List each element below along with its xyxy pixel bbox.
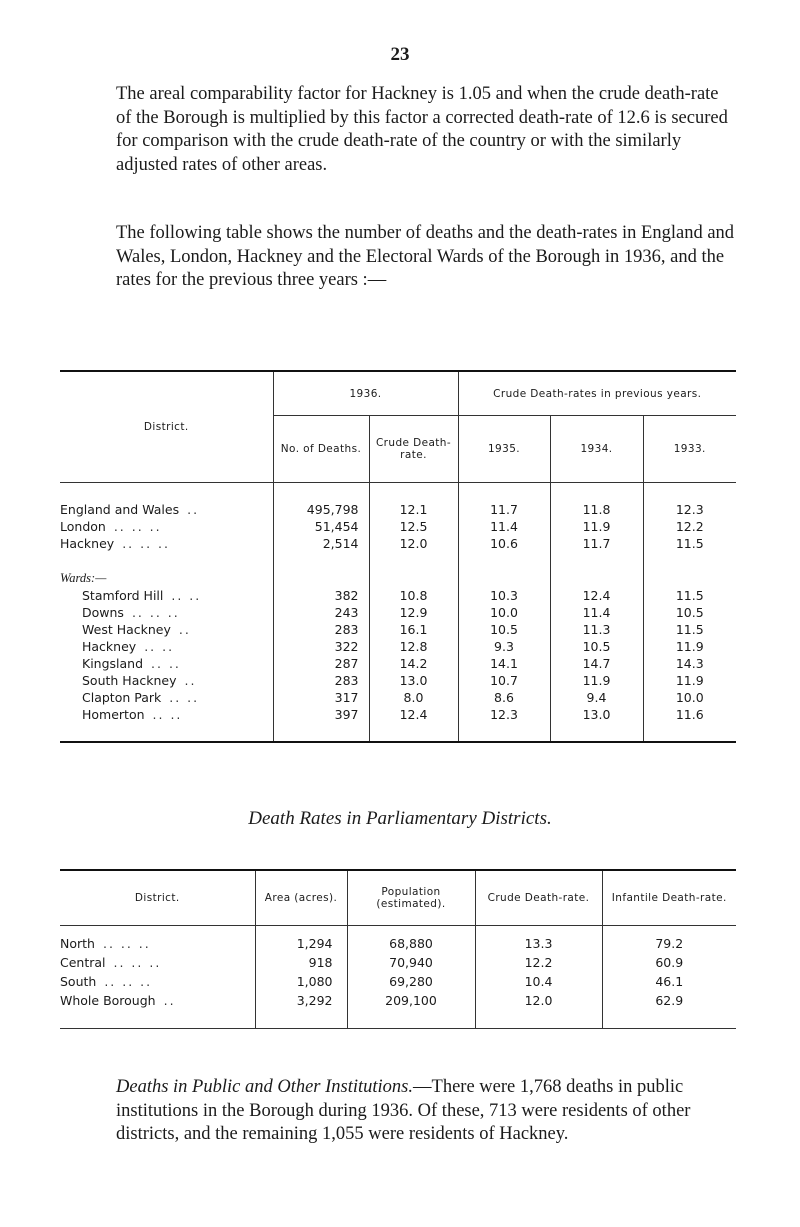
y1934-cell: 11.8	[550, 501, 643, 518]
y1934-cell: 14.7	[550, 655, 643, 672]
y1933-cell: 11.9	[643, 638, 736, 655]
header-district: District.	[60, 371, 273, 483]
infantile-cell: 60.9	[602, 953, 736, 972]
deaths-cell: 317	[273, 689, 369, 706]
paragraph-table-intro: The following table shows the number of deaths and the death-rates in England and Wales, London, Hackney and the Electoral Wards of the Borough in 1936, and the rates for the previous three years :—	[116, 223, 735, 291]
leader-dots: ..	[178, 622, 191, 637]
district-name: South Hackney	[82, 673, 177, 688]
crude-cell: 12.5	[369, 518, 458, 535]
district-cell	[60, 587, 273, 604]
deaths-cell: 2,514	[273, 535, 369, 552]
district-cell	[60, 604, 273, 621]
header-population: Population (estimated).	[347, 870, 475, 926]
infantile-cell: 79.2	[602, 934, 736, 953]
y1935-cell: 8.6	[458, 689, 550, 706]
infantile-cell: 62.9	[602, 991, 736, 1010]
header-1933: 1933.	[643, 416, 736, 483]
y1935-cell: 10.7	[458, 672, 550, 689]
header-deaths: No. of Deaths.	[273, 416, 369, 483]
district-cell	[60, 991, 255, 1010]
table-row	[60, 587, 736, 604]
spacer-row	[60, 1010, 736, 1029]
district-cell	[60, 706, 273, 723]
table-row	[60, 672, 736, 689]
spacer-row	[60, 723, 736, 742]
leader-dots: .. ..	[152, 707, 183, 722]
district-cell	[60, 518, 273, 535]
wards-label: Wards:—	[60, 571, 107, 585]
y1934-cell: 9.4	[550, 689, 643, 706]
parliamentary-table-title: Death Rates in Parliamentary Districts.	[248, 808, 552, 829]
header-1936: 1936.	[273, 371, 458, 416]
deaths-cell: 495,798	[273, 501, 369, 518]
deaths-cell: 382	[273, 587, 369, 604]
crude-cell: 8.0	[369, 689, 458, 706]
district-name: North	[60, 936, 95, 951]
table-row	[60, 501, 736, 518]
table-row	[60, 972, 736, 991]
institutions-body: —There were 1,768 deaths in public institutions in the Borough during 1936. Of these, 713 were residents of other districts, and the remaining 1,055 were residents of Hackney.	[116, 1077, 691, 1145]
y1934-cell: 13.0	[550, 706, 643, 723]
y1933-cell: 11.9	[643, 672, 736, 689]
district-cell	[60, 689, 273, 706]
table-row	[60, 655, 736, 672]
death-rates-table	[60, 370, 736, 743]
header-previous-years: Crude Death-rates in previous years.	[458, 371, 736, 416]
leader-dots: .. .. ..	[113, 519, 162, 534]
population-cell: 70,940	[347, 953, 475, 972]
district-name: England and Wales	[60, 502, 180, 517]
district-name: Central	[60, 955, 106, 970]
district-cell	[60, 672, 273, 689]
y1933-cell: 11.6	[643, 706, 736, 723]
district-name: Downs	[82, 605, 124, 620]
population-cell: 69,280	[347, 972, 475, 991]
crude-cell: 12.0	[369, 535, 458, 552]
leader-dots: .. .. ..	[102, 936, 151, 951]
crude-cell: 13.0	[369, 672, 458, 689]
y1935-cell: 10.0	[458, 604, 550, 621]
district-name: Clapton Park	[82, 690, 162, 705]
crude-cell: 10.4	[475, 972, 602, 991]
crude-cell: 12.0	[475, 991, 602, 1010]
page-number: 23	[390, 44, 410, 65]
district-name: Kingsland	[82, 656, 144, 671]
wards-label-row	[60, 570, 736, 587]
table-row	[60, 638, 736, 655]
leader-dots: .. ..	[169, 690, 200, 705]
table-row	[60, 953, 736, 972]
y1933-cell: 11.5	[643, 587, 736, 604]
table-row	[60, 518, 736, 535]
y1935-cell: 11.7	[458, 501, 550, 518]
header-crude: Crude Death-rate.	[369, 416, 458, 483]
district-cell	[60, 934, 255, 953]
crude-cell: 12.9	[369, 604, 458, 621]
district-cell	[60, 953, 255, 972]
leader-dots: .. ..	[171, 588, 202, 603]
district-name: Homerton	[82, 707, 145, 722]
infantile-cell: 46.1	[602, 972, 736, 991]
y1933-cell: 11.5	[643, 535, 736, 552]
population-cell: 68,880	[347, 934, 475, 953]
deaths-cell: 243	[273, 604, 369, 621]
spacer-row	[60, 926, 736, 935]
crude-cell: 16.1	[369, 621, 458, 638]
institutions-heading: Deaths in Public and Other Institutions.	[116, 1077, 414, 1097]
y1934-cell: 11.7	[550, 535, 643, 552]
deaths-cell: 397	[273, 706, 369, 723]
leader-dots: ..	[163, 993, 176, 1008]
header-1935: 1935.	[458, 416, 550, 483]
y1934-cell: 11.9	[550, 518, 643, 535]
crude-cell: 12.4	[369, 706, 458, 723]
y1933-cell: 14.3	[643, 655, 736, 672]
district-name: London	[60, 519, 106, 534]
parliamentary-districts-table	[60, 869, 736, 1029]
table-row	[60, 991, 736, 1010]
y1933-cell: 12.3	[643, 501, 736, 518]
crude-cell: 12.8	[369, 638, 458, 655]
district-name: Hackney	[82, 639, 137, 654]
table-row	[60, 604, 736, 621]
district-name: Hackney	[60, 536, 115, 551]
crude-cell: 10.8	[369, 587, 458, 604]
spacer-row	[60, 552, 736, 570]
y1935-cell: 11.4	[458, 518, 550, 535]
header-infantile: Infantile Death-rate.	[602, 870, 736, 926]
area-cell: 3,292	[255, 991, 347, 1010]
leader-dots: .. .. ..	[113, 955, 162, 970]
leader-dots: .. .. ..	[131, 605, 180, 620]
table-row	[60, 934, 736, 953]
district-cell	[60, 535, 273, 552]
paragraph-comparability: The areal comparability factor for Hackney is 1.05 and when the crude death-rate of the Borough is multiplied by this factor a corrected death-rate of 12.6 is secured for comparison with the crude death-rate of the country or with the similarly adjusted rates of other areas.	[116, 84, 728, 175]
y1934-cell: 11.3	[550, 621, 643, 638]
y1935-cell: 9.3	[458, 638, 550, 655]
leader-dots: ..	[184, 673, 197, 688]
district-cell	[60, 655, 273, 672]
population-cell: 209,100	[347, 991, 475, 1010]
deaths-cell: 283	[273, 672, 369, 689]
crude-cell: 12.1	[369, 501, 458, 518]
header-area: Area (acres).	[255, 870, 347, 926]
deaths-cell: 322	[273, 638, 369, 655]
deaths-cell: 287	[273, 655, 369, 672]
district-cell	[60, 501, 273, 518]
district-cell	[60, 638, 273, 655]
header-district: District.	[60, 870, 255, 926]
district-cell	[60, 621, 273, 638]
crude-cell: 12.2	[475, 953, 602, 972]
table-row	[60, 621, 736, 638]
y1934-cell: 10.5	[550, 638, 643, 655]
leader-dots: .. ..	[144, 639, 175, 654]
district-name: Whole Borough	[60, 993, 156, 1008]
y1933-cell: 10.0	[643, 689, 736, 706]
header-1934: 1934.	[550, 416, 643, 483]
spacer-row	[60, 483, 736, 502]
area-cell: 1,294	[255, 934, 347, 953]
paragraph-institutions	[116, 1076, 738, 1147]
y1935-cell: 10.5	[458, 621, 550, 638]
y1935-cell: 12.3	[458, 706, 550, 723]
district-name: South	[60, 974, 97, 989]
area-cell: 918	[255, 953, 347, 972]
y1935-cell: 10.3	[458, 587, 550, 604]
table-row	[60, 689, 736, 706]
y1934-cell: 11.9	[550, 672, 643, 689]
crude-cell: 13.3	[475, 934, 602, 953]
district-cell	[60, 972, 255, 991]
table-row	[60, 535, 736, 552]
deaths-cell: 51,454	[273, 518, 369, 535]
crude-cell: 14.2	[369, 655, 458, 672]
y1935-cell: 10.6	[458, 535, 550, 552]
table-row	[60, 706, 736, 723]
y1933-cell: 11.5	[643, 621, 736, 638]
deaths-cell: 283	[273, 621, 369, 638]
y1935-cell: 14.1	[458, 655, 550, 672]
leader-dots: .. .. ..	[104, 974, 153, 989]
district-name: West Hackney	[82, 622, 171, 637]
district-name: Stamford Hill	[82, 588, 164, 603]
y1934-cell: 12.4	[550, 587, 643, 604]
leader-dots: ..	[187, 502, 200, 517]
area-cell: 1,080	[255, 972, 347, 991]
header-crude: Crude Death-rate.	[475, 870, 602, 926]
leader-dots: .. ..	[151, 656, 181, 671]
leader-dots: .. .. ..	[122, 536, 170, 551]
y1933-cell: 10.5	[643, 604, 736, 621]
y1934-cell: 11.4	[550, 604, 643, 621]
y1933-cell: 12.2	[643, 518, 736, 535]
